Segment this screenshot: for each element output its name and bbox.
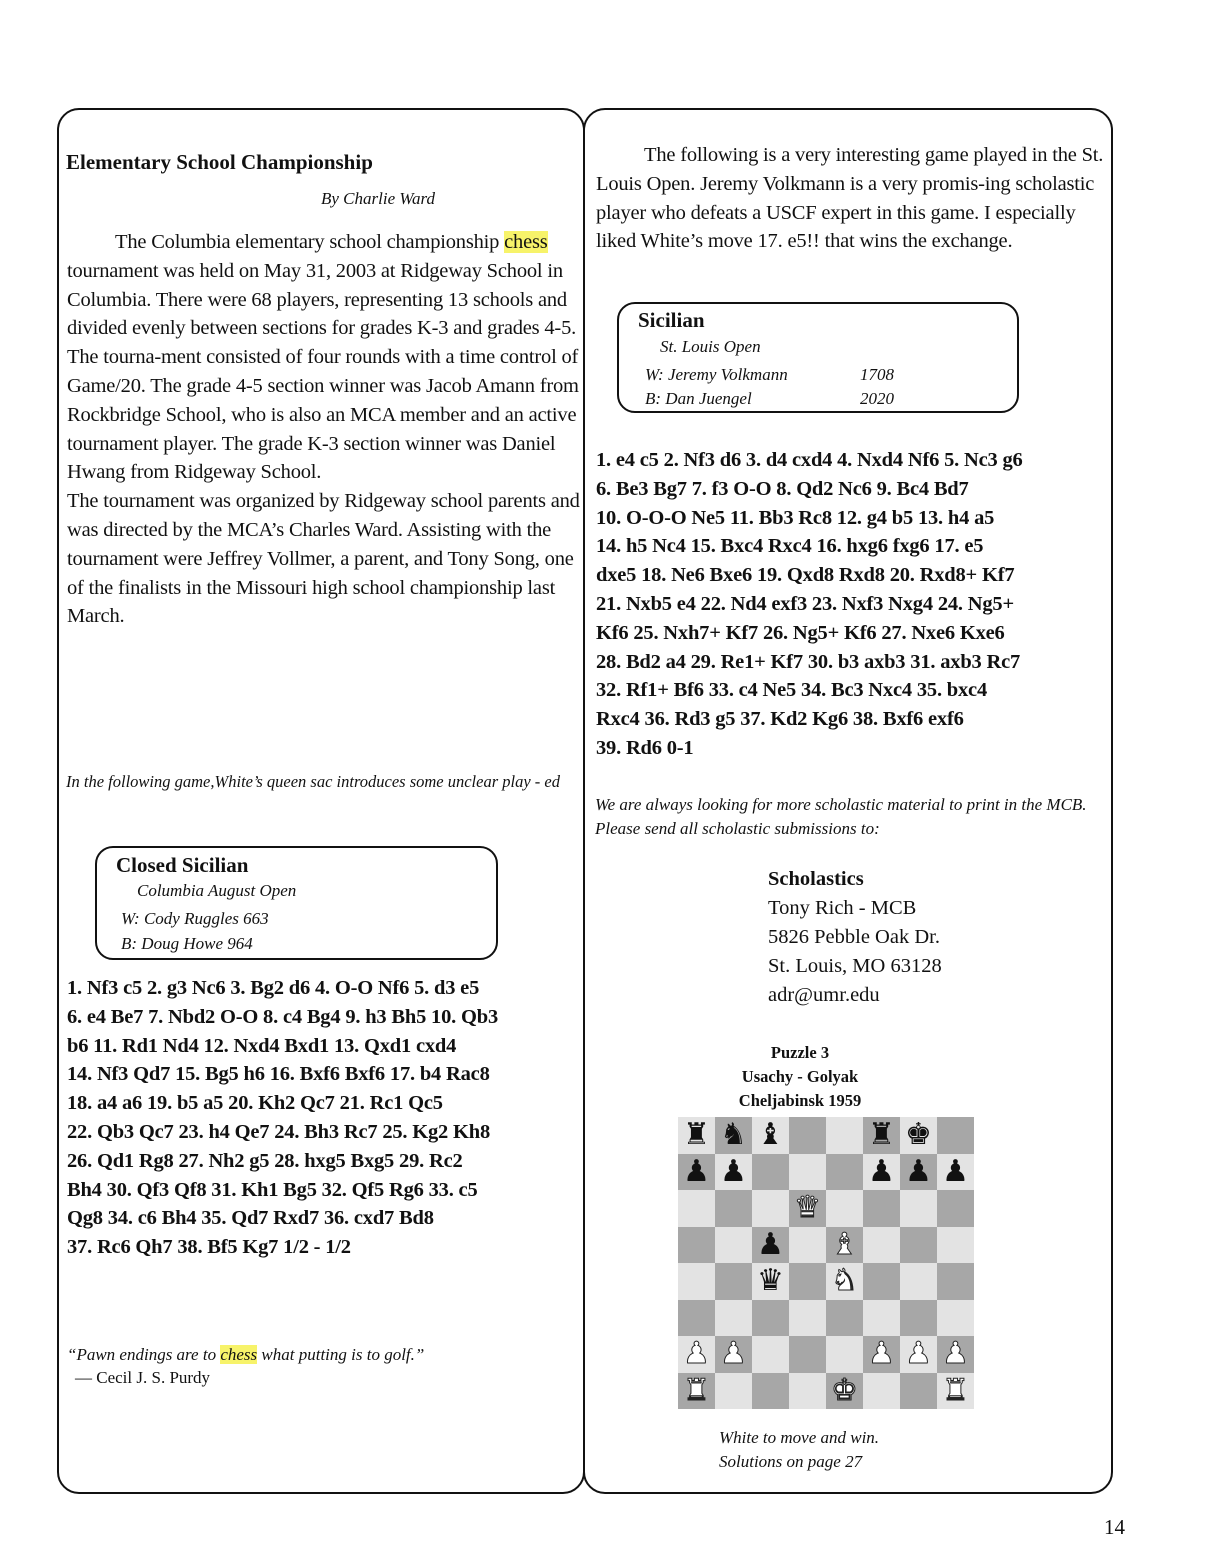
square-h6 (937, 1190, 974, 1227)
move-line: dxe5 18. Ne6 Bxe6 19. Qxd8 Rxd8 20. Rxd8+ Kf7 (596, 564, 1015, 587)
white-pawn-icon: ♟ (720, 1336, 747, 1372)
square-c4 (752, 1263, 789, 1300)
square-a1 (678, 1373, 715, 1410)
square-h5 (937, 1227, 974, 1264)
intro-paragraph (596, 141, 1111, 256)
black-rook-icon: ♜ (683, 1117, 710, 1153)
highlighted-word: chess (220, 1345, 258, 1364)
address-line: 5826 Pebble Oak Dr. (768, 926, 940, 948)
white-bishop-icon: ♝ (831, 1226, 858, 1262)
address-line: St. Louis, MO 63128 (768, 955, 942, 977)
submission-note: We are always looking for more scholastic material to print in the MCB. Please send all scholastic submissions to: (595, 795, 1087, 838)
square-h1 (937, 1373, 974, 1410)
black-pawn-icon: ♟ (683, 1153, 710, 1189)
white-rook-icon: ♜ (942, 1372, 969, 1408)
puzzle-place: Cheljabinsk 1959 (738, 1091, 862, 1110)
puzzle-heading (700, 1041, 900, 1113)
square-d2 (789, 1336, 826, 1373)
white-rook-icon: ♜ (683, 1372, 710, 1408)
square-g8 (900, 1117, 937, 1154)
square-c6 (752, 1190, 789, 1227)
move-line: 1. e4 c5 2. Nf3 d6 3. d4 cxd4 4. Nxd4 Nf6 5. Nc3 g6 (596, 449, 1023, 471)
article-body (67, 228, 583, 631)
move-line: 1. Nf3 c5 2. g3 Nc6 3. Bg2 d6 4. O-O Nf6 5. d3 e5 (67, 977, 480, 999)
square-d7 (789, 1154, 826, 1191)
editor-note: In the following game,White’s queen sac introduces some unclear play - ed (66, 772, 560, 791)
email-address: adr@umr.edu (768, 984, 880, 1006)
square-f6 (863, 1190, 900, 1227)
square-e2 (826, 1336, 863, 1373)
square-e4 (826, 1263, 863, 1300)
square-g2 (900, 1336, 937, 1373)
submission-address (768, 865, 942, 1010)
quote-author: — Cecil J. S. Purdy (75, 1368, 211, 1387)
square-c5 (752, 1227, 789, 1264)
square-a6 (678, 1190, 715, 1227)
chess-board (678, 1117, 974, 1409)
chess-quote (67, 1343, 424, 1367)
square-a7 (678, 1154, 715, 1191)
game-event: Columbia August Open (137, 881, 297, 900)
game-moves (67, 974, 498, 1262)
square-e3 (826, 1300, 863, 1337)
square-h4 (937, 1263, 974, 1300)
move-line: Qg8 34. c6 Bh4 35. Qd7 Rxd7 36. cxd7 Bd8 (67, 1207, 434, 1230)
move-line: 6. e4 Be7 7. Nbd2 O-O 8. c4 Bg4 9. h3 Bh5 10. Qb3 (67, 1005, 498, 1028)
square-c1 (752, 1373, 789, 1410)
intro-text: The following is a very interesting game played in the St. Louis Open. Jeremy Volkmann is a very promis-ing scholastic player who defeats a USCF expert in this game. I especially liked White’s move 17. e5!! that wins the exchange. (596, 144, 1104, 253)
square-h3 (937, 1300, 974, 1337)
puzzle-players: Usachy - Golyak (741, 1067, 859, 1086)
square-e5 (826, 1227, 863, 1264)
game-moves-2 (596, 446, 1023, 763)
square-g1 (900, 1373, 937, 1410)
black-pawn-icon: ♟ (757, 1226, 784, 1262)
square-g6 (900, 1190, 937, 1227)
square-f2 (863, 1336, 900, 1373)
square-f5 (863, 1227, 900, 1264)
game-opening-title: Sicilian (638, 308, 705, 332)
quote-text: what putting is to golf.” (257, 1345, 425, 1364)
square-f8 (863, 1117, 900, 1154)
square-b4 (715, 1263, 752, 1300)
black-rook-icon: ♜ (868, 1117, 895, 1153)
highlighted-word: chess (504, 231, 548, 253)
white-king-icon: ♚ (831, 1372, 858, 1408)
game-header-box-2 (617, 302, 1019, 413)
article-title: Elementary School Championship (66, 150, 373, 174)
white-pawn-icon: ♟ (683, 1336, 710, 1372)
game-header-box (95, 846, 498, 960)
square-a5 (678, 1227, 715, 1264)
game-event: St. Louis Open (660, 337, 761, 356)
square-d5 (789, 1227, 826, 1264)
puzzle-caption (719, 1426, 879, 1474)
square-e8 (826, 1117, 863, 1154)
square-f1 (863, 1373, 900, 1410)
article-paragraph-1 (67, 228, 583, 487)
move-line: 22. Qb3 Qc7 23. h4 Qe7 24. Bh3 Rc7 25. Kg2 Kh8 (67, 1120, 491, 1143)
white-pawn-icon: ♟ (905, 1336, 932, 1372)
black-pawn-icon: ♟ (720, 1153, 747, 1189)
puzzle-solution-ref: Solutions on page 27 (719, 1452, 863, 1471)
square-c2 (752, 1336, 789, 1373)
black-king-icon: ♚ (905, 1117, 932, 1153)
move-line: Rxc4 36. Rd3 g5 37. Kd2 Kg6 38. Bxf6 exf6 (596, 708, 964, 731)
puzzle-instruction: White to move and win. (719, 1428, 880, 1447)
article-paragraph-2: The tournament was organized by Ridgeway school parents and was directed by the MCA’s Charles Ward. Assisting with the tournament were Jeffrey Vollmer, a parent, and Tony Song, one of the finalists in the Missouri high school championship last March. (67, 490, 580, 628)
move-line: 21. Nxb5 e4 22. Nd4 exf3 23. Nxf3 Nxg4 24. Ng5+ (596, 592, 1014, 615)
game-opening-title: Closed Sicilian (116, 853, 249, 877)
square-f3 (863, 1300, 900, 1337)
move-line: 32. Rf1+ Bf6 33. c4 Ne5 34. Bc3 Nxc4 35. bxc4 (596, 679, 987, 702)
puzzle-title: Puzzle 3 (770, 1043, 830, 1062)
square-c8 (752, 1117, 789, 1154)
move-line: 6. Be3 Bg7 7. f3 O-O 8. Qd2 Nc6 9. Bc4 Bd7 (596, 477, 969, 500)
square-d1 (789, 1373, 826, 1410)
black-player: B: Doug Howe 964 (121, 934, 253, 953)
move-line: b6 11. Rd1 Nd4 12. Nxd4 Bxd1 13. Qxd1 cxd4 (67, 1034, 457, 1057)
square-a8 (678, 1117, 715, 1154)
square-g4 (900, 1263, 937, 1300)
black-player: B: Dan Juengel (645, 389, 752, 408)
quote-text: “Pawn endings are to (67, 1345, 221, 1364)
square-e7 (826, 1154, 863, 1191)
square-c7 (752, 1154, 789, 1191)
move-line: 28. Bd2 a4 29. Re1+ Kf7 30. b3 axb3 31. axb3 Rc7 (596, 650, 1021, 673)
white-player: W: Cody Ruggles 663 (121, 909, 269, 928)
paragraph-text: The Columbia elementary school championship (115, 231, 505, 253)
move-line: 26. Qd1 Rg8 27. Nh2 g5 28. hxg5 Bxg5 29. Rc2 (67, 1149, 463, 1172)
square-g5 (900, 1227, 937, 1264)
white-player: W: Jeremy Volkmann (645, 365, 788, 384)
square-f7 (863, 1154, 900, 1191)
square-h2 (937, 1336, 974, 1373)
move-line: 37. Rc6 Qh7 38. Bf5 Kg7 1/2 - 1/2 (67, 1236, 351, 1259)
white-pawn-icon: ♟ (942, 1336, 969, 1372)
white-queen-icon: ♛ (794, 1190, 821, 1226)
address-line: Tony Rich - MCB (768, 897, 917, 919)
square-b3 (715, 1300, 752, 1337)
black-pawn-icon: ♟ (905, 1153, 932, 1189)
square-b8 (715, 1117, 752, 1154)
square-b7 (715, 1154, 752, 1191)
white-knight-icon: ♞ (831, 1263, 858, 1299)
white-pawn-icon: ♟ (868, 1336, 895, 1372)
square-g7 (900, 1154, 937, 1191)
square-h7 (937, 1154, 974, 1191)
black-rating: 2020 (860, 389, 894, 408)
move-line: 10. O-O-O Ne5 11. Bb3 Rc8 12. g4 b5 13. h4 a5 (596, 506, 995, 529)
move-line: Bh4 30. Qf3 Qf8 31. Kh1 Bg5 32. Qf5 Rg6 33. c5 (67, 1178, 478, 1201)
square-g3 (900, 1300, 937, 1337)
square-a3 (678, 1300, 715, 1337)
square-d4 (789, 1263, 826, 1300)
square-d6 (789, 1190, 826, 1227)
black-pawn-icon: ♟ (942, 1153, 969, 1189)
black-bishop-icon: ♝ (757, 1117, 784, 1153)
square-e6 (826, 1190, 863, 1227)
square-b6 (715, 1190, 752, 1227)
move-line: 14. Nf3 Qd7 15. Bg5 h6 16. Bxf6 Bxf6 17. b4 Rac8 (67, 1063, 490, 1086)
square-a4 (678, 1263, 715, 1300)
address-heading: Scholastics (768, 868, 864, 890)
square-d8 (789, 1117, 826, 1154)
square-c3 (752, 1300, 789, 1337)
move-line: Kf6 25. Nxh7+ Kf7 26. Ng5+ Kf6 27. Nxe6 Kxe6 (596, 621, 1005, 644)
paragraph-text: tournament was held on May 31, 2003 at Ridgeway School in Columbia. There were 68 players, representing 13 schools and divided evenly between sections for grades K-3 and grades 4-5. The tourna-ment consisted of four rounds with a time control of Game/20. The grade 4-5 section winner was Jacob Amann from Rockbridge School, who is also an MCA member and an active tournament player. The grade K-3 section winner was Daniel Hwang from Ridgeway School. (67, 259, 579, 484)
square-e1 (826, 1373, 863, 1410)
move-line: 14. h5 Nc4 15. Bxc4 Rxc4 16. hxg6 fxg6 17. e5 (596, 535, 984, 558)
page-number: 14 (1104, 1515, 1125, 1539)
black-queen-icon: ♛ (757, 1263, 784, 1299)
square-h8 (937, 1117, 974, 1154)
black-pawn-icon: ♟ (868, 1153, 895, 1189)
move-line: 39. Rd6 0-1 (596, 736, 694, 759)
move-line: 18. a4 a6 19. b5 a5 20. Kh2 Qc7 21. Rc1 Qc5 (67, 1092, 443, 1115)
black-knight-icon: ♞ (720, 1117, 747, 1153)
square-b5 (715, 1227, 752, 1264)
square-a2 (678, 1336, 715, 1373)
square-d3 (789, 1300, 826, 1337)
article-byline: By Charlie Ward (321, 189, 435, 208)
square-b2 (715, 1336, 752, 1373)
square-b1 (715, 1373, 752, 1410)
white-rating: 1708 (860, 365, 894, 384)
square-f4 (863, 1263, 900, 1300)
